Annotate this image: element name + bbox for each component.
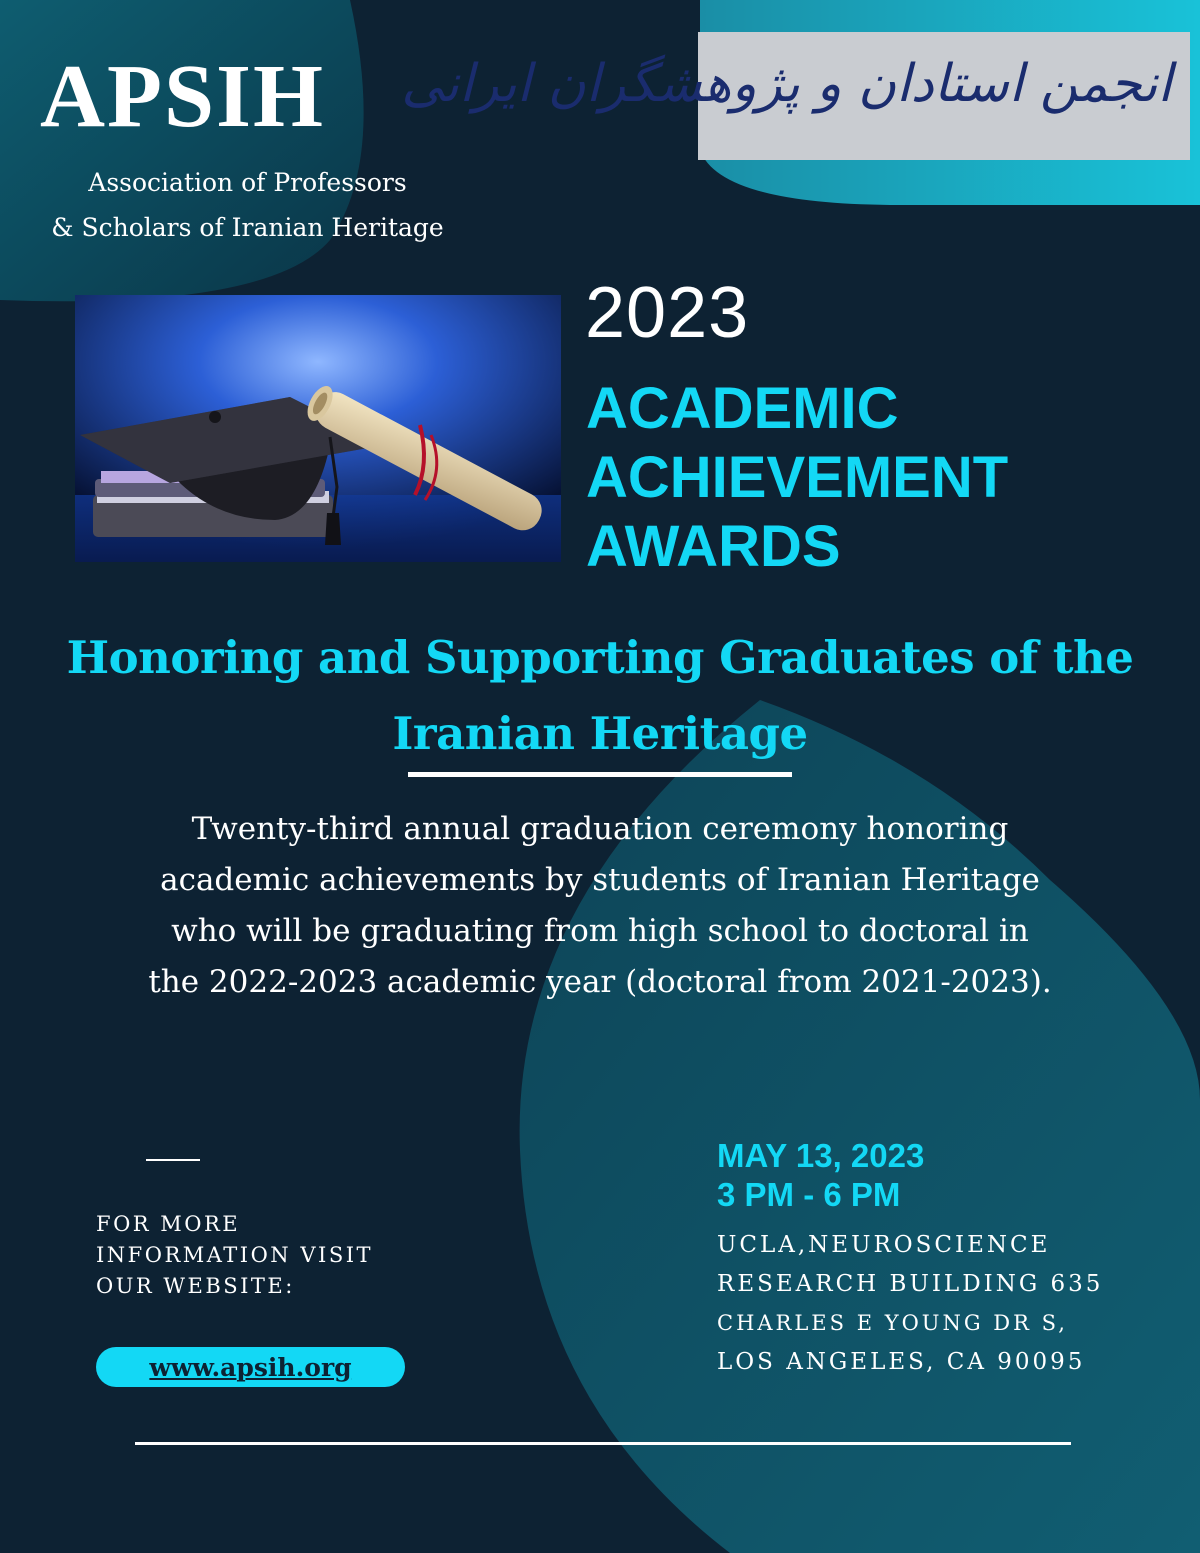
organization-name xyxy=(0,160,495,250)
award-title-line2: ACHIEVEMENT xyxy=(586,445,1009,510)
award-title-line1: ACADEMIC xyxy=(586,376,899,441)
more-info-line1: FOR MORE xyxy=(96,1212,241,1236)
award-year: 2023 xyxy=(585,273,750,353)
venue-line1: UCLA,NEUROSCIENCE xyxy=(717,1232,1051,1258)
more-info-line2: INFORMATION VISIT xyxy=(96,1243,374,1267)
more-info-line3: OUR WEBSITE: xyxy=(96,1274,295,1298)
award-title-line3: AWARDS xyxy=(586,514,841,579)
venue-line4: LOS ANGELES, CA 90095 xyxy=(717,1349,1086,1375)
venue-line3: CHARLES E YOUNG DR S, xyxy=(717,1311,1068,1335)
more-info-label xyxy=(96,1209,426,1302)
event-date: MAY 13, 2023 xyxy=(717,1137,925,1174)
headline-divider xyxy=(408,772,792,777)
persian-organization-name: انجمن استادان و پژوهشگران ایرانی xyxy=(401,54,1172,114)
headline xyxy=(40,620,1160,772)
apsih-logo: APSIH xyxy=(40,47,326,146)
org-name-line1: Association of Professors xyxy=(88,168,407,197)
graduation-cap-diploma-photo xyxy=(75,295,561,562)
event-time: 3 PM - 6 PM xyxy=(717,1176,901,1213)
headline-line2: Iranian Heritage xyxy=(392,707,808,760)
description-line3: who will be graduating from high school to doctoral in xyxy=(171,913,1029,949)
award-title xyxy=(586,374,1146,581)
org-name-line2: & Scholars of Iranian Heritage xyxy=(51,213,444,242)
website-link[interactable]: www.apsih.org xyxy=(96,1347,405,1387)
info-divider xyxy=(146,1159,200,1161)
description-line2: academic achievements by students of Iranian Heritage xyxy=(160,862,1040,898)
headline-line1: Honoring and Supporting Graduates of the xyxy=(66,631,1134,684)
description-line4: the 2022-2023 academic year (doctoral from 2021-2023). xyxy=(148,964,1052,1000)
footer-divider xyxy=(135,1442,1071,1445)
venue-line2: RESEARCH BUILDING 635 xyxy=(717,1271,1104,1297)
event-venue xyxy=(717,1226,1177,1382)
description-line1: Twenty-third annual graduation ceremony honoring xyxy=(191,811,1009,847)
event-date-time xyxy=(717,1136,1137,1214)
persian-name-banner xyxy=(401,32,1190,160)
event-description xyxy=(80,804,1120,1008)
